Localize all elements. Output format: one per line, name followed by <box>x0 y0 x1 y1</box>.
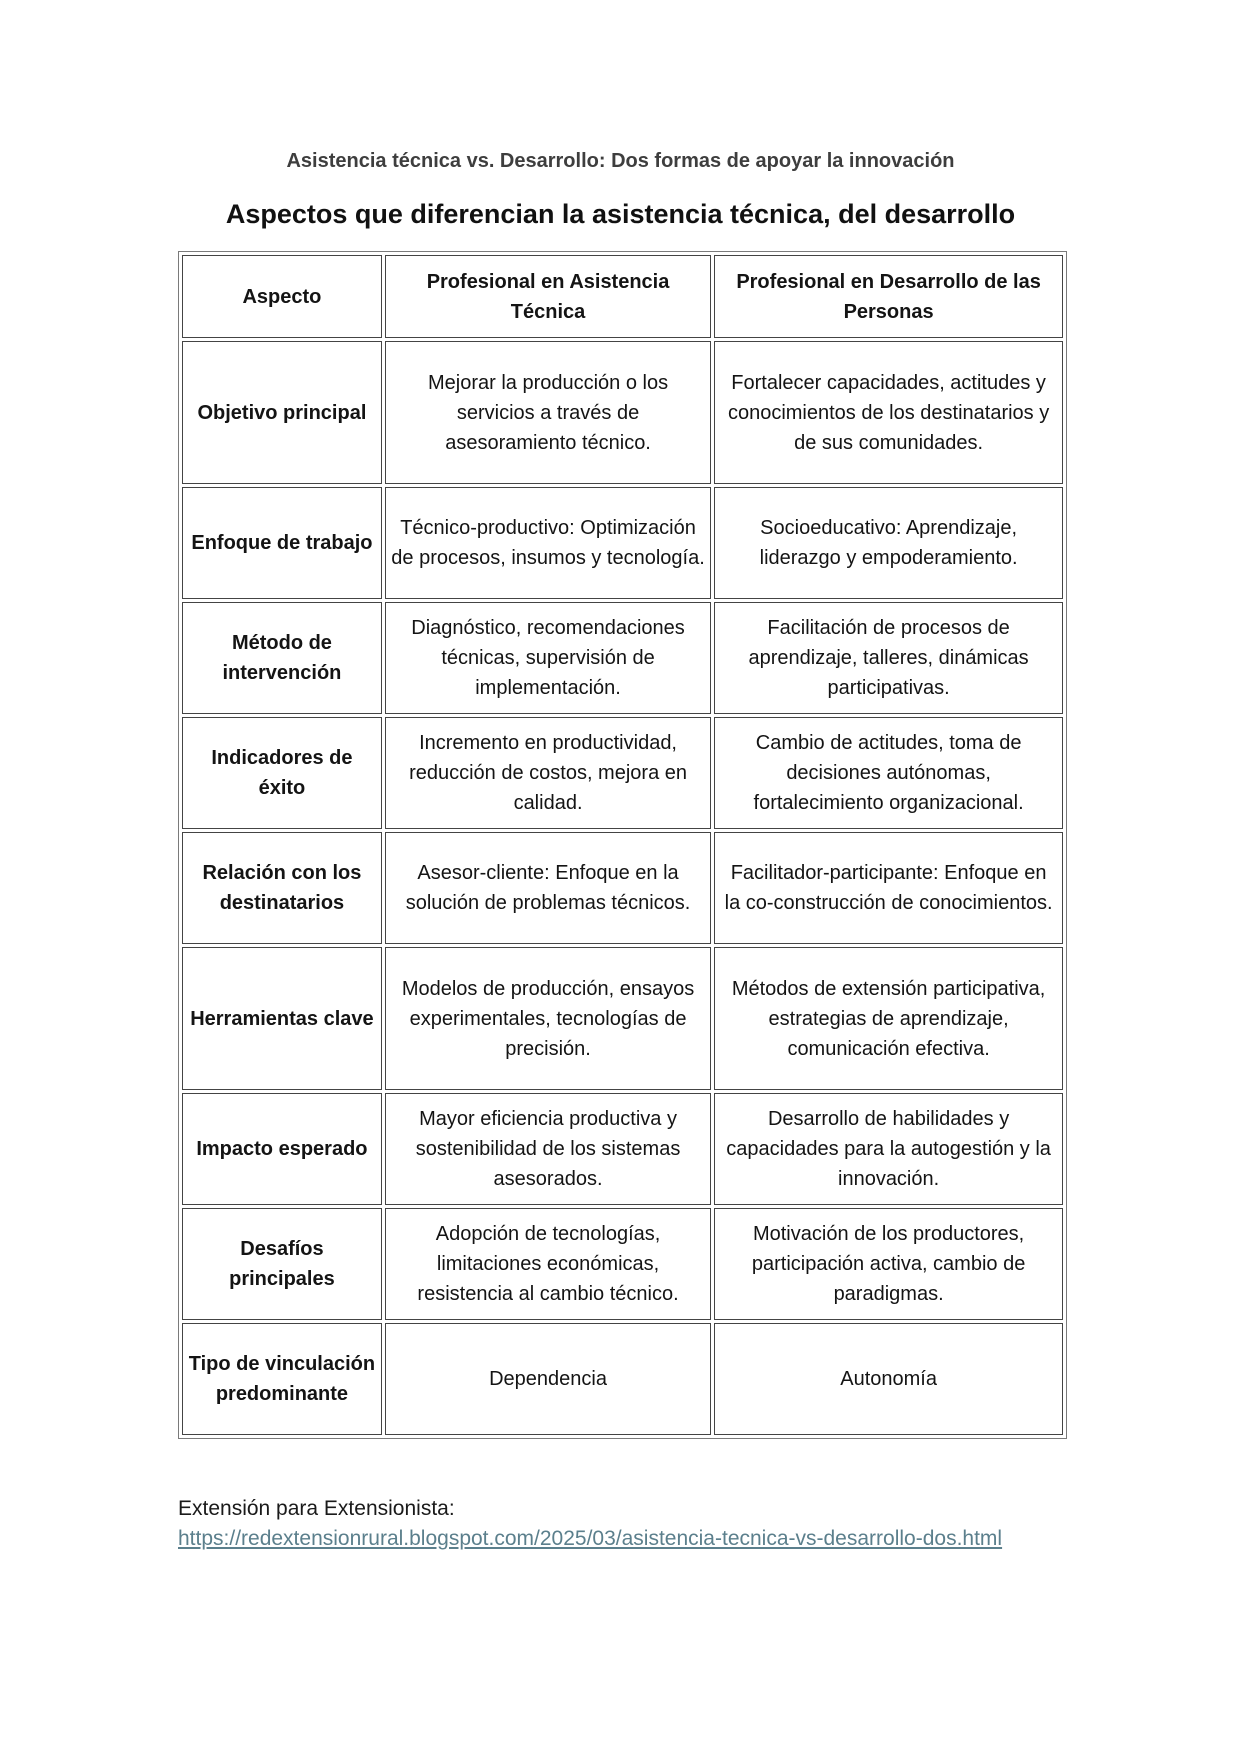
cell-tecnica: Técnico-productivo: Optimización de procesos, insumos y tecnología. <box>385 487 711 599</box>
document-subtitle: Asistencia técnica vs. Desarrollo: Dos formas de apoyar la innovación <box>286 150 955 172</box>
cell-tecnica: Mayor eficiencia productiva y sostenibilidad de los sistemas asesorados. <box>385 1093 711 1205</box>
cell-aspect: Impacto esperado <box>182 1093 382 1205</box>
source-link[interactable]: https://redextensionrural.blogspot.com/2025/03/asistencia-tecnica-vs-desarrollo-dos.html <box>178 1527 1003 1550</box>
comparison-table <box>178 251 1067 1439</box>
cell-tecnica: Mejorar la producción o los servicios a través de asesoramiento técnico. <box>385 341 711 484</box>
cell-tecnica: Incremento en productividad, reducción de costos, mejora en calidad. <box>385 717 711 829</box>
cell-aspect: Herramientas clave <box>182 947 382 1090</box>
cell-desarrollo: Métodos de extensión participativa, estrategias de aprendizaje, comunicación efectiva. <box>714 947 1063 1090</box>
cell-desarrollo: Cambio de actitudes, toma de decisiones autónomas, fortalecimiento organizacional. <box>714 717 1063 829</box>
source-footer <box>178 1494 1078 1554</box>
cell-tecnica: Dependencia <box>385 1323 711 1435</box>
cell-tecnica: Asesor-cliente: Enfoque en la solución de problemas técnicos. <box>385 832 711 944</box>
cell-aspect: Enfoque de trabajo <box>182 487 382 599</box>
table-row <box>182 341 1063 484</box>
cell-tecnica: Adopción de tecnologías, limitaciones económicas, resistencia al cambio técnico. <box>385 1208 711 1320</box>
table-row <box>182 947 1063 1090</box>
cell-desarrollo: Autonomía <box>714 1323 1063 1435</box>
table-row <box>182 1323 1063 1435</box>
cell-desarrollo: Facilitador-participante: Enfoque en la co-construcción de conocimientos. <box>714 832 1063 944</box>
cell-desarrollo: Motivación de los productores, participación activa, cambio de paradigmas. <box>714 1208 1063 1320</box>
cell-aspect: Método de intervención <box>182 602 382 714</box>
table-row <box>182 717 1063 829</box>
document-title: Aspectos que diferencian la asistencia técnica, del desarrollo <box>225 199 1016 229</box>
comparison-table-wrapper <box>178 251 1067 1439</box>
header-aspect: Aspecto <box>182 255 382 338</box>
cell-tecnica: Diagnóstico, recomendaciones técnicas, supervisión de implementación. <box>385 602 711 714</box>
header-asistencia-tecnica: Profesional en Asistencia Técnica <box>385 255 711 338</box>
cell-tecnica: Modelos de producción, ensayos experimentales, tecnologías de precisión. <box>385 947 711 1090</box>
cell-aspect: Tipo de vinculación predominante <box>182 1323 382 1435</box>
table-header-row <box>182 255 1063 338</box>
cell-aspect: Relación con los destinatarios <box>182 832 382 944</box>
cell-desarrollo: Socioeducativo: Aprendizaje, liderazgo y empoderamiento. <box>714 487 1063 599</box>
header-desarrollo-personas: Profesional en Desarrollo de las Personas <box>714 255 1063 338</box>
cell-aspect: Indicadores de éxito <box>182 717 382 829</box>
table-row <box>182 487 1063 599</box>
cell-desarrollo: Desarrollo de habilidades y capacidades para la autogestión y la innovación. <box>714 1093 1063 1205</box>
table-row <box>182 832 1063 944</box>
cell-desarrollo: Fortalecer capacidades, actitudes y conocimientos de los destinatarios y de sus comunidades. <box>714 341 1063 484</box>
cell-aspect: Desafíos principales <box>182 1208 382 1320</box>
cell-desarrollo: Facilitación de procesos de aprendizaje, talleres, dinámicas participativas. <box>714 602 1063 714</box>
table-row <box>182 1208 1063 1320</box>
cell-aspect: Objetivo principal <box>182 341 382 484</box>
source-label: Extensión para Extensionista: <box>178 1497 455 1520</box>
table-row <box>182 1093 1063 1205</box>
table-row <box>182 602 1063 714</box>
